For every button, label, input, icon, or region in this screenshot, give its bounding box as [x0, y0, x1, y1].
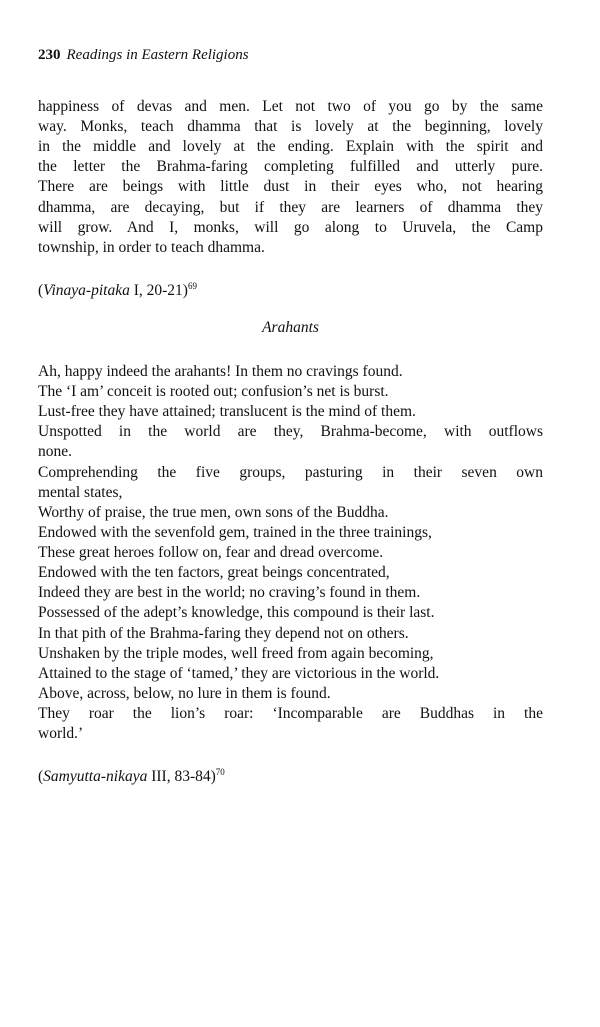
poem-line: Possessed of the adept’s knowledge, this compound is their last. — [38, 604, 435, 621]
poem-line: The ‘I am’ conceit is rooted out; confusion’s net is burst. — [38, 383, 389, 400]
citation-reference: I, 20-21) — [133, 282, 188, 299]
poem-line: Worthy of praise, the true men, own sons of the Buddha. — [38, 504, 389, 521]
passage-line: in the middle and lovely at the ending. Explain with the spirit and — [38, 138, 543, 155]
poem-line: In that pith of the Brahma-faring they depend not on others. — [38, 625, 409, 642]
poem-line: Unspotted in the world are they, Brahma-become, with outflows — [38, 423, 543, 440]
footnote-marker: 69 — [187, 280, 197, 291]
poem-line: Above, across, below, no lure in them is found. — [38, 685, 331, 702]
citation-reference: III, 83-84) — [151, 768, 216, 785]
poem-line: These great heroes follow on, fear and dread overcome. — [38, 544, 384, 561]
poem-line: mental states, — [38, 484, 123, 501]
citation-source: Samyutta-nikaya — [43, 768, 148, 785]
citation-source: Vinaya-pitaka — [43, 282, 130, 299]
poem-line: Endowed with the sevenfold gem, trained in the three trainings, — [38, 524, 432, 541]
passage-line: the letter the Brahma-faring completing fulfilled and utterly pure. — [38, 158, 543, 175]
poem-line: Lust-free they have attained; translucent is the mind of them. — [38, 403, 416, 420]
passage-line: way. Monks, teach dhamma that is lovely at the beginning, lovely — [38, 118, 543, 135]
citation-vinaya: (Vinaya-pitaka I, 20-21)$^{69}$ — [38, 280, 197, 299]
book-title: Readings in Eastern Religions — [66, 47, 249, 63]
poem-line: world.’ — [38, 725, 84, 742]
poem-line: none. — [38, 443, 73, 460]
passage-line: dhamma, are decaying, but if they are learners of dhamma they — [38, 199, 543, 216]
section-title: Arahants — [262, 319, 319, 336]
poem-line: Indeed they are best in the world; no craving’s found in them. — [38, 584, 421, 601]
passage-line: will grow. And I, monks, will go along to Uruvela, the Camp — [38, 219, 543, 236]
poem-line: Comprehending the five groups, pasturing in their seven own — [38, 464, 543, 481]
page-number: 230 — [38, 47, 61, 63]
poem-line: They roar the lion’s roar: ‘Incomparable are Buddhas in the — [38, 705, 543, 722]
footnote-marker: 70 — [215, 766, 225, 777]
passage-line: township, in order to teach dhamma. — [38, 239, 265, 256]
poem-line: Attained to the stage of ‘tamed,’ they are victorious in the world. — [38, 665, 440, 682]
poem-line: Endowed with the ten factors, great beings concentrated, — [38, 564, 390, 581]
poem-line: Unshaken by the triple modes, well freed from again becoming, — [38, 645, 434, 662]
poem-line: Ah, happy indeed the arahants! In them no cravings found. — [38, 363, 403, 380]
passage-line: There are beings with little dust in their eyes who, not hearing — [38, 178, 543, 195]
citation-samyutta: (Samyutta-nikaya III, 83-84)$^{70}$ — [38, 766, 225, 785]
running-head — [38, 47, 249, 64]
passage-line: happiness of devas and men. Let not two of you go by the same — [38, 98, 543, 115]
